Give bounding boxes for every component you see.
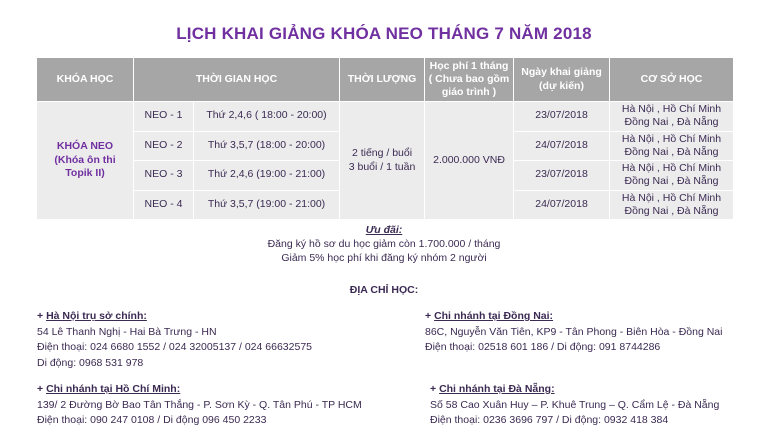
branch-hochiminh	[37, 382, 362, 429]
class-name: NEO - 3	[134, 161, 194, 191]
promo-line1: Đăng ký hồ sơ du học giảm còn 1.700.000 / tháng	[267, 238, 501, 250]
header-duration: THỜI LƯỢNG	[340, 58, 425, 102]
branch-title-text: Hà Nội trụ sở chính:	[46, 310, 147, 322]
table-header-row	[37, 58, 734, 102]
branch-title	[425, 309, 722, 325]
page-title: LỊCH KHAI GIẢNG KHÓA NEO THÁNG 7 NĂM 2018	[176, 24, 592, 43]
branch-hanoi	[37, 309, 312, 371]
branch-line: Điện thoại: 024 6680 1552 / 024 32005137 / 024 66632575	[37, 341, 312, 353]
branch-line: Điện thoại: 0236 3696 797 / Di động: 0932 418 384	[430, 414, 669, 426]
header-fee	[425, 58, 514, 102]
promo-line2: Giảm 5% học phí khi đăng ký nhóm 2 người	[281, 252, 487, 264]
location-line2: Đồng Nai , Đà Nẵng	[624, 204, 719, 217]
class-schedule: Thứ 2,4,6 (19:00 - 21:00)	[194, 161, 340, 191]
branch-title	[430, 382, 719, 398]
location-cell	[610, 102, 734, 132]
course-cell	[37, 102, 134, 220]
location-line1: Hà Nội , Hồ Chí Minh	[621, 162, 722, 175]
start-date: 23/07/2018	[514, 161, 610, 191]
location-cell	[610, 190, 734, 220]
header-location: CƠ SỞ HỌC	[610, 58, 734, 102]
branch-prefix: +	[425, 310, 435, 322]
location-cell	[610, 131, 734, 161]
start-date: 23/07/2018	[514, 102, 610, 132]
header-start	[514, 58, 610, 102]
class-schedule: Thứ 2,4,6 ( 18:00 - 20:00)	[194, 102, 340, 132]
header-course: KHÓA HỌC	[37, 58, 134, 102]
branch-title	[37, 382, 362, 398]
branch-title-text: Chi nhánh tại Đồng Nai:	[434, 310, 554, 322]
start-date: 24/07/2018	[514, 190, 610, 220]
branch-prefix: +	[430, 383, 440, 395]
branch-title-text: Chi nhánh tại Đà Nẵng:	[439, 383, 555, 395]
header-start-line1: Ngày khai giảng	[521, 66, 602, 79]
promo-section	[0, 223, 768, 265]
location-line1: Hà Nội , Hồ Chí Minh	[621, 103, 722, 116]
location-line2: Đồng Nai , Đà Nẵng	[624, 116, 719, 129]
branch-line: 86C, Nguyễn Văn Tiên, KP9 - Tân Phong - Biên Hòa - Đồng Nai	[425, 325, 723, 338]
class-name: NEO - 2	[134, 131, 194, 161]
header-start-line2: (dự kiến)	[539, 79, 584, 92]
course-sub2: Topik II)	[65, 167, 105, 180]
branch-prefix: +	[37, 383, 47, 395]
branch-danang	[430, 382, 719, 429]
course-name: KHÓA NEO	[56, 140, 114, 153]
branch-line: 54 Lê Thanh Nghị - Hai Bà Trưng - HN	[37, 325, 217, 338]
table-row	[37, 102, 734, 132]
branch-line: Điện thoại: 02518 601 186 / Di động: 091 8744286	[425, 341, 661, 353]
promo-label: Ưu đãi:	[365, 224, 403, 236]
schedule-table	[36, 57, 734, 220]
branch-line: Di động: 0968 531 978	[37, 356, 144, 369]
class-name: NEO - 4	[134, 190, 194, 220]
fee-cell: 2.000.000 VNĐ	[425, 102, 514, 220]
branch-prefix: +	[37, 310, 47, 322]
location-cell	[610, 161, 734, 191]
duration-cell	[340, 102, 425, 220]
branch-line: Số 58 Cao Xuân Huy – P. Khuê Trung – Q. Cẩm Lệ - Đà Nẵng	[430, 398, 720, 411]
branch-title-text: Chi nhánh tại Hồ Chí Minh:	[46, 383, 181, 395]
header-time: THỜI GIAN HỌC	[134, 58, 340, 102]
address-title: ĐỊA CHỈ HỌC:	[349, 284, 419, 296]
location-line1: Hà Nội , Hồ Chí Minh	[621, 191, 722, 204]
branch-line: Điện thoại: 090 247 0108 / Di động 096 450 2233	[37, 414, 267, 426]
header-fee-line1: Học phí 1 tháng	[429, 59, 509, 72]
location-line2: Đồng Nai , Đà Nẵng	[624, 145, 719, 158]
branch-dongnai	[425, 309, 722, 356]
duration-line2: 3 buổi / 1 tuần	[348, 160, 416, 173]
header-fee-line2: ( Chưa bao gồm	[428, 72, 510, 85]
class-schedule: Thứ 3,5,7 (19:00 - 21:00)	[194, 190, 340, 220]
start-date: 24/07/2018	[514, 131, 610, 161]
branch-line: 139/ 2 Đường Bờ Bao Tân Thắng - P. Sơn Kỳ - Q. Tân Phú - TP HCM	[37, 398, 362, 411]
header-fee-line3: giáo trình )	[441, 86, 497, 99]
location-line2: Đồng Nai , Đà Nẵng	[624, 175, 719, 188]
class-schedule: Thứ 3,5,7 (18:00 - 20:00)	[194, 131, 340, 161]
branch-title	[37, 309, 312, 325]
course-sub1: (Khóa ôn thi	[54, 153, 116, 166]
location-line1: Hà Nội , Hồ Chí Minh	[621, 132, 722, 145]
duration-line1: 2 tiếng / buổi	[351, 146, 413, 159]
class-name: NEO - 1	[134, 102, 194, 132]
